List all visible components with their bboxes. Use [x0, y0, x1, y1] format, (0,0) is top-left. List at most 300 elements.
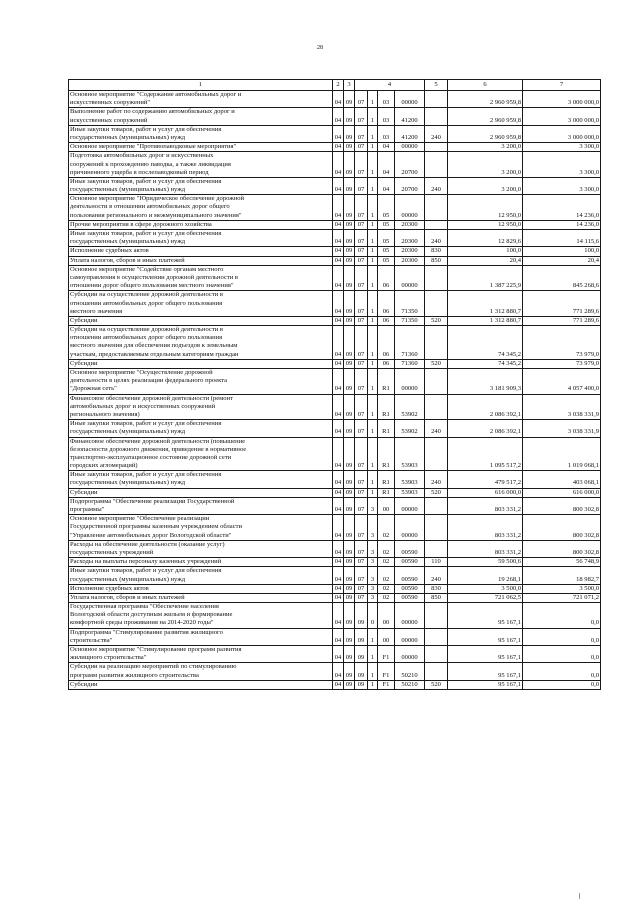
amount-cell-2019: 74 345,2 [448, 359, 523, 368]
table-row [69, 125, 601, 142]
code-cell: 09 [344, 125, 355, 142]
type-code-cell [425, 265, 448, 291]
table-row [69, 646, 601, 663]
code-cell: 00000 [395, 265, 425, 291]
row-name [69, 558, 333, 567]
row-name [69, 247, 333, 256]
budget-table [68, 79, 601, 690]
code-cell: 03 [378, 91, 395, 108]
code-cell: 09 [344, 680, 355, 689]
code-cell: 00590 [395, 558, 425, 567]
code-cell: 1 [368, 291, 378, 317]
code-cell: 09 [344, 584, 355, 593]
row-name [69, 394, 333, 420]
table-row [69, 316, 601, 325]
code-cell: 09 [344, 558, 355, 567]
amount-cell-2019: 12 829,6 [448, 230, 523, 247]
amount-cell-2020: 14 236,0 [523, 220, 601, 229]
amount-cell-2019: 1 312 880,7 [448, 316, 523, 325]
code-cell: 04 [333, 646, 344, 663]
code-cell: 1 [368, 326, 378, 360]
code-cell: 41200 [395, 125, 425, 142]
table-row [69, 326, 601, 360]
row-name [69, 593, 333, 602]
type-code-cell [425, 108, 448, 125]
code-cell: 07 [355, 420, 368, 437]
row-name-line: Иные закупки товаров, работ и услуг для обеспечения [70, 230, 222, 237]
amount-cell-2020: 14 115,6 [523, 230, 601, 247]
row-name-line: отношении автомобильных дорог общего пользования [70, 334, 223, 342]
code-cell: 20300 [395, 256, 425, 265]
amount-cell-2020: 721 071,2 [523, 593, 601, 602]
code-cell: 06 [378, 291, 395, 317]
amount-cell-2020: 403 068,1 [523, 471, 601, 488]
code-cell: 09 [344, 230, 355, 247]
row-name [69, 680, 333, 689]
type-code-cell: 240 [425, 177, 448, 194]
row-name [69, 420, 333, 437]
row-name-line: Субсидии на реализацию мероприятий по стимулированию [70, 663, 237, 671]
code-cell: 00000 [395, 369, 425, 395]
code-cell: 1 [368, 663, 378, 680]
type-code-cell [425, 369, 448, 395]
row-name [69, 177, 333, 194]
type-code-cell: 240 [425, 567, 448, 584]
header-cell: 3 [344, 80, 355, 91]
amount-cell-2020: 3 500,0 [523, 584, 601, 593]
amount-cell-2019: 803 331,2 [448, 497, 523, 514]
row-name [69, 369, 333, 395]
row-name-line: искусственных сооружений [70, 116, 148, 124]
row-name-line: Иные закупки товаров, работ и услуг для обеспечения [70, 420, 222, 428]
code-cell: 09 [344, 420, 355, 437]
table-row [69, 220, 601, 229]
code-cell: 00000 [395, 628, 425, 645]
amount-cell-2019: 95 167,1 [448, 603, 523, 629]
table-row [69, 593, 601, 602]
code-cell: 00000 [395, 195, 425, 221]
table-row [69, 359, 601, 368]
table-row [69, 369, 601, 395]
code-cell: 07 [355, 593, 368, 602]
row-name-line: Государственной программы казенным учреждением области [70, 523, 242, 531]
row-name-line: "Управление автомобильных дорог Вологодской области" [70, 531, 232, 539]
code-cell: 04 [333, 265, 344, 291]
code-cell: 09 [355, 663, 368, 680]
code-cell: 1 [368, 628, 378, 645]
code-cell: 09 [344, 394, 355, 420]
code-cell: R1 [378, 394, 395, 420]
row-name-line: Субсидии [70, 316, 98, 324]
amount-cell-2020: 0,0 [523, 663, 601, 680]
row-name-line: Уплата налогов, сборов и иных платежей [70, 256, 185, 264]
code-cell: 07 [355, 195, 368, 221]
row-name-line: Основное мероприятие "Обеспечение реализации [70, 515, 210, 523]
row-name-line: самоуправления в осуществлении дорожной деятельности в [70, 273, 238, 281]
code-cell: 04 [333, 143, 344, 152]
row-name-line: Основное мероприятие "Содействие органам местного [70, 265, 224, 273]
code-cell: 05 [378, 247, 395, 256]
code-cell: 07 [355, 108, 368, 125]
amount-cell-2020: 3 300,0 [523, 143, 601, 152]
code-cell: 06 [378, 265, 395, 291]
table-row [69, 628, 601, 645]
type-code-cell: 520 [425, 359, 448, 368]
row-name [69, 515, 333, 541]
code-cell: 3 [368, 567, 378, 584]
code-cell: 07 [355, 359, 368, 368]
row-name-line: городских агломераций) [70, 462, 138, 470]
amount-cell-2020: 18 982,7 [523, 567, 601, 584]
table-row [69, 265, 601, 291]
amount-cell-2019: 721 062,5 [448, 593, 523, 602]
row-name [69, 497, 333, 514]
code-cell: 07 [355, 497, 368, 514]
table-row [69, 584, 601, 593]
code-cell: 3 [368, 558, 378, 567]
row-name-line: Выполнение работ по содержанию автомобильных дорог и [70, 108, 235, 116]
row-name-line: искусственных сооружений" [70, 99, 151, 107]
code-cell: 1 [368, 488, 378, 497]
code-cell: 1 [368, 125, 378, 142]
code-cell: 04 [333, 152, 344, 178]
code-cell: 00590 [395, 584, 425, 593]
amount-cell-2019: 2 960 959,8 [448, 125, 523, 142]
row-name [69, 125, 333, 142]
row-name [69, 143, 333, 152]
code-cell: 1 [368, 91, 378, 108]
code-cell: 00590 [395, 567, 425, 584]
code-cell: 1 [368, 220, 378, 229]
code-cell: 3 [368, 593, 378, 602]
code-cell: 09 [344, 646, 355, 663]
code-cell: 09 [344, 195, 355, 221]
type-code-cell [425, 394, 448, 420]
page-number: 28 [317, 45, 323, 51]
amount-cell-2019: 95 167,1 [448, 680, 523, 689]
amount-cell-2020: 3 300,0 [523, 177, 601, 194]
code-cell: 09 [344, 593, 355, 602]
type-code-cell: 240 [425, 471, 448, 488]
code-cell: 1 [368, 316, 378, 325]
code-cell: 04 [333, 497, 344, 514]
row-name-line: отношении автомобильных дорог общего пользования [70, 299, 223, 307]
code-cell: R1 [378, 488, 395, 497]
amount-cell-2020: 616 000,0 [523, 488, 601, 497]
row-name-line: автомобильных дорог и искусственных сооружений [70, 402, 216, 410]
code-cell: 50210 [395, 663, 425, 680]
type-code-cell [425, 437, 448, 471]
code-cell: 04 [333, 567, 344, 584]
amount-cell-2019: 2 960 959,8 [448, 91, 523, 108]
code-cell: 04 [378, 177, 395, 194]
row-name-line: Основное мероприятие "Юридическое обеспечение дорожной [70, 195, 245, 203]
code-cell: 04 [333, 125, 344, 142]
type-code-cell: 520 [425, 316, 448, 325]
amount-cell-2020: 20,4 [523, 256, 601, 265]
code-cell: 07 [355, 125, 368, 142]
amount-cell-2020: 3 000 000,0 [523, 108, 601, 125]
code-cell: 09 [344, 437, 355, 471]
row-name-line: комфортной среды проживания на 2014-2020 годы" [70, 619, 214, 627]
amount-cell-2019: 74 345,2 [448, 326, 523, 360]
code-cell: 04 [333, 584, 344, 593]
row-name-line: строительства" [70, 636, 113, 644]
header-cell: 1 [69, 80, 333, 91]
row-name-line: программы" [70, 506, 105, 513]
row-name-line: причиненного ущерба в послепаводковый период [70, 168, 209, 176]
code-cell: 71350 [395, 316, 425, 325]
type-code-cell [425, 291, 448, 317]
header-cell: 2 [333, 80, 344, 91]
code-cell: 09 [344, 471, 355, 488]
header-row [69, 80, 601, 91]
code-cell: 20300 [395, 230, 425, 247]
table-row [69, 488, 601, 497]
amount-cell-2020: 73 979,0 [523, 326, 601, 360]
code-cell: 09 [344, 515, 355, 541]
code-cell: 3 [368, 497, 378, 514]
row-name [69, 195, 333, 221]
row-name-line: государственных учреждений [70, 548, 154, 556]
code-cell: 05 [378, 195, 395, 221]
code-cell: 00000 [395, 515, 425, 541]
row-name [69, 628, 333, 645]
row-name-line: местного значения для обеспечения подъездов к земельным [70, 342, 238, 350]
code-cell: F1 [378, 646, 395, 663]
row-name-line: Основное мероприятие "Содержание автомобильных дорог и [70, 91, 242, 98]
row-name [69, 540, 333, 557]
row-name [69, 663, 333, 680]
amount-cell-2019: 3 181 909,3 [448, 369, 523, 395]
row-name [69, 584, 333, 593]
code-cell: 3 [368, 584, 378, 593]
row-name [69, 567, 333, 584]
row-name-line: безопасности дорожного движения, приведение в нормативное [70, 445, 247, 453]
code-cell: R1 [378, 369, 395, 395]
code-cell: 09 [355, 680, 368, 689]
row-name-line: Основное мероприятие "Противопаводковые мероприятия" [70, 143, 237, 151]
row-name [69, 437, 333, 471]
table-row [69, 195, 601, 221]
amount-cell-2020: 1 019 068,1 [523, 437, 601, 471]
code-cell: F1 [378, 680, 395, 689]
code-cell: 1 [368, 247, 378, 256]
code-cell: 07 [355, 265, 368, 291]
row-name [69, 220, 333, 229]
type-code-cell: 110 [425, 558, 448, 567]
code-cell: 07 [355, 437, 368, 471]
table-row [69, 437, 601, 471]
amount-cell-2020: 14 236,0 [523, 195, 601, 221]
type-code-cell [425, 497, 448, 514]
type-code-cell: 240 [425, 230, 448, 247]
amount-cell-2020: 771 289,6 [523, 316, 601, 325]
row-name-line: Подпрограмма "Стимулирование развития жилищного [70, 628, 223, 636]
row-name [69, 471, 333, 488]
amount-cell-2019: 95 167,1 [448, 628, 523, 645]
code-cell: 20300 [395, 247, 425, 256]
row-name-line: Государственная программа "Обеспечение населения [70, 603, 219, 611]
row-name [69, 91, 333, 108]
code-cell: 00000 [395, 646, 425, 663]
code-cell: 20300 [395, 220, 425, 229]
row-name-line: отношении дорог общего пользования местного значения" [70, 282, 234, 290]
code-cell: R1 [378, 471, 395, 488]
row-name-line: участкам, предоставляемым отдельным категориям граждан [70, 350, 239, 358]
table-row [69, 471, 601, 488]
code-cell: 41200 [395, 108, 425, 125]
code-cell: 03 [378, 108, 395, 125]
table-row [69, 91, 601, 108]
code-cell: 07 [355, 247, 368, 256]
type-code-cell: 850 [425, 593, 448, 602]
amount-cell-2020: 771 289,6 [523, 291, 601, 317]
type-code-cell [425, 143, 448, 152]
amount-cell-2020: 0,0 [523, 603, 601, 629]
header-cell: 5 [425, 80, 448, 91]
row-name-line: "Дорожная сеть" [70, 385, 117, 393]
row-name-line: пользования регионального и межмуниципального значения" [70, 211, 242, 219]
row-name [69, 603, 333, 629]
row-name-line: Вологодской области доступным жильем и формирование [70, 611, 233, 619]
code-cell: 03 [378, 125, 395, 142]
code-cell: 1 [368, 646, 378, 663]
row-name-line: жилищного строительства" [70, 654, 147, 662]
code-cell: 04 [333, 369, 344, 395]
table-row [69, 394, 601, 420]
code-cell: 04 [333, 680, 344, 689]
row-name-line: Прочие мероприятия в сфере дорожного хозяйства [70, 220, 212, 228]
amount-cell-2019: 20,4 [448, 256, 523, 265]
code-cell: 09 [355, 603, 368, 629]
code-cell: 09 [344, 247, 355, 256]
amount-cell-2019: 3 200,0 [448, 177, 523, 194]
code-cell: 06 [378, 316, 395, 325]
type-code-cell [425, 515, 448, 541]
row-name-line: Основное мероприятие "Осуществление дорожной [70, 369, 213, 376]
amount-cell-2019: 3 500,0 [448, 584, 523, 593]
table-row [69, 603, 601, 629]
row-name-line: Иные закупки товаров, работ и услуг для обеспечения [70, 567, 222, 575]
type-code-cell [425, 540, 448, 557]
code-cell: 02 [378, 558, 395, 567]
row-name-line: Субсидии [70, 488, 98, 496]
scan-mark [579, 893, 580, 899]
type-code-cell: 240 [425, 125, 448, 142]
code-cell: 02 [378, 515, 395, 541]
code-cell: 00 [378, 603, 395, 629]
code-cell: 20700 [395, 152, 425, 178]
amount-cell-2020: 0,0 [523, 628, 601, 645]
type-code-cell [425, 646, 448, 663]
code-cell: 06 [378, 359, 395, 368]
type-code-cell [425, 220, 448, 229]
table-row [69, 256, 601, 265]
code-cell: 07 [355, 291, 368, 317]
code-cell: 1 [368, 195, 378, 221]
table-row [69, 663, 601, 680]
code-cell: 1 [368, 152, 378, 178]
amount-cell-2019: 2 086 392,1 [448, 420, 523, 437]
header-cell: 6 [448, 80, 523, 91]
amount-cell-2020: 73 979,0 [523, 359, 601, 368]
header-cell: 7 [523, 80, 601, 91]
row-name-line: государственных (муниципальных) нужд [70, 479, 186, 487]
amount-cell-2020: 0,0 [523, 680, 601, 689]
type-code-cell: 520 [425, 680, 448, 689]
code-cell: 53902 [395, 420, 425, 437]
code-cell: 02 [378, 584, 395, 593]
type-code-cell [425, 195, 448, 221]
row-name-line: Субсидии [70, 680, 98, 688]
code-cell: 09 [344, 540, 355, 557]
row-name-line: Основное мероприятие "Стимулирование программ развития [70, 646, 242, 653]
row-name [69, 152, 333, 178]
code-cell: 1 [368, 230, 378, 247]
code-cell: 04 [333, 471, 344, 488]
code-cell: 02 [378, 567, 395, 584]
row-name-line: Субсидии на осуществление дорожной деятельности в [70, 291, 223, 299]
amount-cell-2020: 3 038 331,9 [523, 394, 601, 420]
code-cell: 02 [378, 593, 395, 602]
code-cell: 1 [368, 359, 378, 368]
row-name-line: государственных (муниципальных) нужд [70, 133, 186, 141]
table-row [69, 230, 601, 247]
row-name-line: Исполнение судебных актов [70, 247, 149, 255]
code-cell: 04 [333, 316, 344, 325]
row-name [69, 359, 333, 368]
code-cell: 07 [355, 471, 368, 488]
amount-cell-2019: 3 200,0 [448, 152, 523, 178]
row-name-line: программ развития жилищного строительства [70, 671, 199, 679]
code-cell: 06 [378, 326, 395, 360]
table-row [69, 558, 601, 567]
table-row [69, 108, 601, 125]
code-cell: 09 [344, 497, 355, 514]
row-name-line: Иные закупки товаров, работ и услуг для обеспечения [70, 177, 222, 185]
type-code-cell [425, 326, 448, 360]
code-cell: 09 [344, 143, 355, 152]
code-cell: 3 [368, 515, 378, 541]
row-name-line: регионального значения) [70, 410, 140, 418]
code-cell: 00000 [395, 497, 425, 514]
code-cell: 09 [344, 369, 355, 395]
amount-cell-2019: 95 167,1 [448, 663, 523, 680]
code-cell: 00 [378, 497, 395, 514]
amount-cell-2019: 3 200,0 [448, 143, 523, 152]
code-cell: 04 [333, 593, 344, 602]
row-name-line: Подпрограмма "Обеспечение реализации Государственной [70, 497, 235, 505]
code-cell: 04 [333, 359, 344, 368]
table-row [69, 177, 601, 194]
code-cell: 07 [355, 515, 368, 541]
code-cell: 1 [368, 265, 378, 291]
row-name [69, 265, 333, 291]
amount-cell-2019: 803 331,2 [448, 515, 523, 541]
code-cell: 04 [333, 420, 344, 437]
row-name-line: транспортно-эксплуатационное состояние дорожной сети [70, 453, 232, 461]
code-cell: 04 [378, 152, 395, 178]
row-name [69, 230, 333, 247]
row-name-line: Подготовка автомобильных дорог и искусственных [70, 152, 214, 160]
table-row [69, 420, 601, 437]
code-cell: 04 [333, 437, 344, 471]
code-cell: 04 [333, 540, 344, 557]
amount-cell-2020: 800 302,8 [523, 540, 601, 557]
code-cell: 04 [333, 91, 344, 108]
code-cell: 1 [368, 143, 378, 152]
